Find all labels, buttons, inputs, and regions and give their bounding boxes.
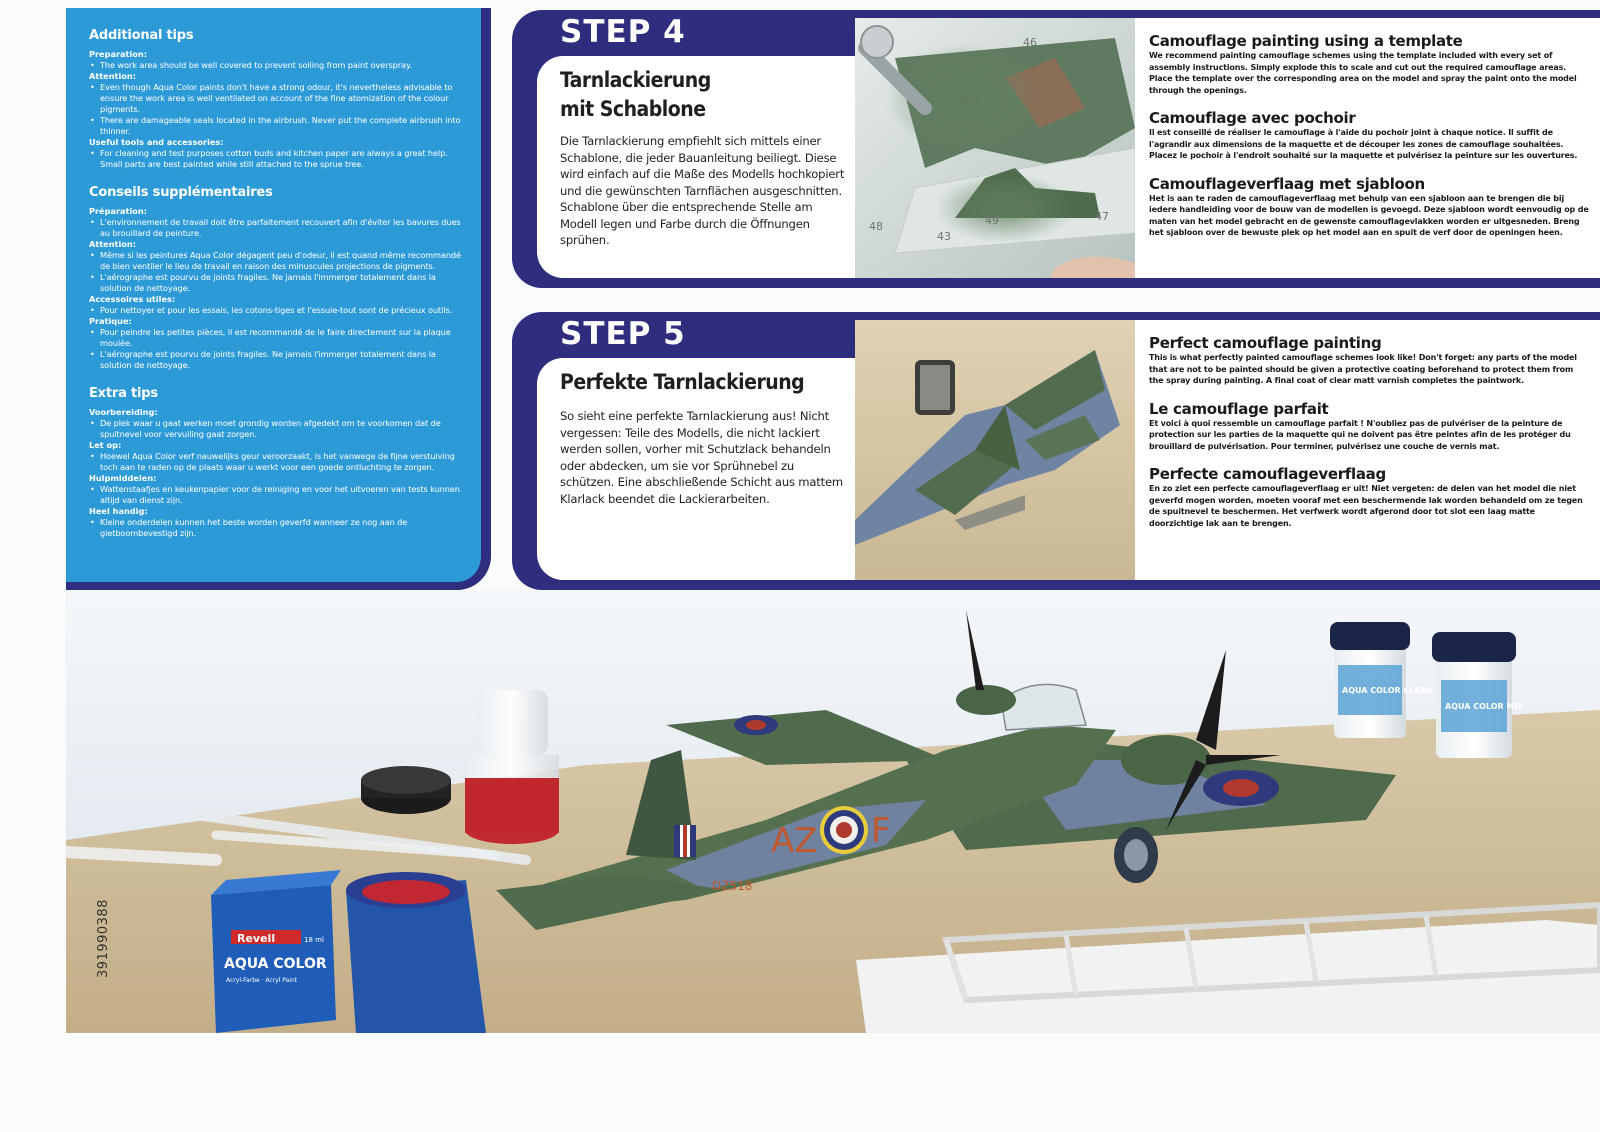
step4-dutch	[1149, 175, 1590, 239]
step5-french-body: Et voici à quoi ressemble un camouflage parfait ! N'oubliez pas de pulvériser de la peinture de protection sur les parties de la maquette qui ne doivent pas être peintes afin de les protéger du brouillard de pulvérisation. Pour terminer, pulvérisez une couche de vernis mat.	[1149, 418, 1571, 451]
step4-title-line1: Tarnlackierung	[560, 68, 711, 92]
stencil-photo-illustration	[855, 18, 1135, 278]
step5-french-heading: Le camouflage parfait	[1149, 399, 1329, 418]
step5-body: So sieht eine perfekte Tarnlackierung aus! Nicht vergessen: Teile des Modells, die nicht lackiert werden sollen, vorher mit Schutzlack behandeln oder abdecken, um sie vor Sprühnebel zu schützen. Eine abschließende Schicht aus mattem Klarlack beendet die Lackierarbeiten.	[560, 409, 844, 506]
step4-text-card	[537, 56, 855, 278]
small-jar-2-label: AQUA COLOR MIX	[1445, 702, 1524, 711]
step4-dutch-body: Het is aan te raden de camouflageverflaag met behulp van een sjabloon aan te brengen die bij iedere handleiding voor de bouw van de modellen is gevoegd. Deze sjabloon wordt eenvoudig op de maten van het model gebracht en de gewenste camouflagevlakken worden er uitgesneden. Breng het sjabloon over de bewuste plek op het model aan en spuit de verf door de openingen heen.	[1149, 193, 1589, 237]
tips-subheading: Attention:	[89, 239, 136, 249]
painted-wing-illustration	[855, 320, 1135, 580]
jar-label: AQUA COLOR	[224, 956, 327, 972]
tips-bullet: • L'aérographe est pourvu de joints fragiles. Ne jamais l'immerger totalement dans la solution de nettoyage.	[89, 272, 464, 294]
step4-english-body: We recommend painting camouflage schemes using the template included with every set of assembly instructions. Simply explode this to scale and cut out the required camouflage areas. Place the template over the corresponding area on the model and spray the paint onto the model through the openings.	[1149, 51, 1577, 95]
tips-subheading: Préparation:	[89, 206, 147, 216]
tips-bullet: • L'aérographe est pourvu de joints fragiles. Ne jamais l'immerger totalement dans la solution de nettoyage.	[89, 349, 464, 371]
tips-bullet: • Even though Aqua Color paints don't have a strong odour, it's nevertheless advisable to ensure the work area is well ventilated on account of the fine atomization of the colour pigments.	[89, 82, 464, 115]
step5-english-heading: Perfect camouflage painting	[1149, 334, 1382, 352]
tips-bullet: • There are damageable seals located in the airbrush. Never put the complete airbrush into thinner.	[89, 115, 464, 137]
step4-english-heading: Camouflage painting using a template	[1149, 32, 1463, 50]
step5-label: STEP 5	[560, 316, 686, 352]
step5-dutch	[1149, 465, 1590, 529]
tips-subheading: Accessoires utiles:	[89, 294, 176, 304]
template-number: 43	[937, 230, 951, 243]
step5-english	[1149, 334, 1590, 387]
tips-section	[89, 185, 464, 371]
step5-french	[1149, 400, 1590, 453]
step5-text-card	[537, 358, 855, 580]
hero-photo	[66, 590, 1600, 1033]
tips-bullet: • Pour peindre les petites pièces, il est recommandé de le faire directement sur la plaque moulée.	[89, 327, 464, 349]
tips-subheading: Heel handig:	[89, 506, 148, 516]
template-number: 47	[1095, 210, 1109, 223]
step4-photo	[855, 18, 1135, 278]
template-number: 49	[985, 214, 999, 227]
tips-bullet: • Même si les peintures Aqua Color dégagent peu d'odeur, il est quand même recommandé de bien ventiler le lieu de travail en raison des minuscules projections de pigments.	[89, 250, 464, 272]
tips-bullet: • Hoewel Aqua Color verf nauwelijks geur veroorzaakt, is het vanwege de fijne verstuiving toch aan te raden op de plaats waar u werkt voor een goede ontluchting te zorgen.	[89, 451, 464, 473]
tips-heading: Extra tips	[89, 386, 158, 401]
step5-dutch-body: En zo ziet een perfecte camouflageverflaag er uit! Niet vergeten: de delen van het model die niet geverfd mogen worden, moeten vooraf met een beschermende lak worden behandeld om ze tegen de spuitnevel te beschermen. Het verfwerk wordt afgerond door tot slot een laag matte doorzichtige lak aan te brengen.	[1149, 484, 1583, 528]
step4-body: Die Tarnlackierung empfiehlt sich mittels einer Schablone, die jeder Bauanleitung beiliegt. Diese wird einfach auf die Maße des Modells hochkopiert und die gewünschten Tarnflächen ausgeschnitten. Schablone über die entsprechende Stelle am Modell legen und Farbe durch die Öffnungen sprühen.	[560, 134, 845, 247]
step4-english	[1149, 32, 1590, 96]
tips-subheading: Pratique:	[89, 316, 132, 326]
step5-photo	[855, 320, 1135, 580]
small-jar-1-label: AQUA COLOR CLEAN	[1342, 686, 1433, 695]
step5-english-body: This is what perfectly painted camouflage schemes look like! Don't forget: any parts of the model that are not to be painted should be given a protective coating beforehand to protect them from the spray during painting. A final coat of clear matt varnish completes the paintwork.	[1149, 353, 1577, 385]
tips-heading: Additional tips	[89, 28, 194, 43]
tips-heading: Conseils supplémentaires	[89, 185, 273, 200]
finished-model-illustration	[66, 590, 1600, 1033]
article-number: 391990388	[96, 899, 111, 978]
jar-brand: Revell	[237, 932, 276, 945]
jar-volume: 18 ml	[304, 936, 324, 944]
tips-subheading: Useful tools and accessories:	[89, 137, 224, 147]
step5-translations	[1135, 320, 1600, 580]
tips-bullet: • The work area should be well covered to prevent soiling from paint overspray.	[89, 60, 464, 71]
tips-content	[89, 28, 464, 554]
tips-subheading: Let op:	[89, 440, 122, 450]
tips-bullet: • L'environnement de travail doit être parfaitement recouvert afin d'éviter les bavures dues au brouillard de peinture.	[89, 217, 464, 239]
template-number: 48	[869, 220, 883, 233]
step5-dutch-heading: Perfecte camouflageverflaag	[1149, 465, 1386, 483]
jar-sub: Acryl-Farbe · Acryl Paint	[226, 977, 298, 984]
aircraft-serial: DZ518	[712, 879, 753, 893]
step4-panel	[512, 10, 1600, 288]
tips-bullet: • Pour nettoyer et pour les essais, les cotons-tiges et l'essuie-tout sont de précieux outils.	[89, 305, 464, 316]
step4-french	[1149, 109, 1590, 162]
aircraft-letter: F	[871, 811, 891, 851]
step4-dutch-heading: Camouflageverflaag met sjabloon	[1149, 174, 1425, 193]
tips-panel	[66, 8, 491, 590]
tips-bullet: • For cleaning and test purposes cotton buds and kitchen paper are always a great help. Small parts are best painted while still attached to the sprue tree.	[89, 148, 464, 170]
tips-subheading: Preparation:	[89, 49, 147, 59]
step5-panel	[512, 312, 1600, 590]
tips-subheading: Hulpmiddelen:	[89, 473, 157, 483]
tips-subheading: Voorbereiding:	[89, 407, 158, 417]
small-jar-2	[1432, 632, 1524, 758]
tips-section	[89, 386, 464, 539]
step4-french-heading: Camouflage avec pochoir	[1149, 109, 1356, 127]
tips-section	[89, 28, 464, 170]
step4-title-line2: mit Schablone	[560, 97, 706, 121]
step4-label: STEP 4	[560, 14, 686, 50]
tips-bullet: • De plek waar u gaat werken moet grondig worden afgedekt om te voorkomen dat de spuitnevel voor vervuiling gaat zorgen.	[89, 418, 464, 440]
tips-bullet: • Wattenstaafjes en keukenpapier voor de reiniging en voor het uitvoeren van tests kunnen altijd van dienst zijn.	[89, 484, 464, 506]
step4-title	[560, 66, 850, 124]
template-number: 46	[1023, 36, 1037, 49]
step5-title: Perfekte Tarnlackierung	[560, 370, 805, 394]
step4-french-body: Il est conseillé de réaliser le camouflage à l'aide du pochoir joint à chaque notice. Il suffit de l'agrandir aux dimensions de la maquette et de découper les zones de camouflage souhaitées. Placez le pochoir à l'endroit souhaité sur la maquette et pulvérisez la peinture sur les ouvertures.	[1149, 128, 1578, 160]
aircraft-code: AZ	[771, 821, 818, 861]
step4-translations	[1135, 18, 1600, 278]
tips-subheading: Attention:	[89, 71, 136, 81]
tips-bullet: • Kleine onderdelen kunnen het beste worden geverfd wanneer ze nog aan de gietboombevestigd zijn.	[89, 517, 464, 539]
